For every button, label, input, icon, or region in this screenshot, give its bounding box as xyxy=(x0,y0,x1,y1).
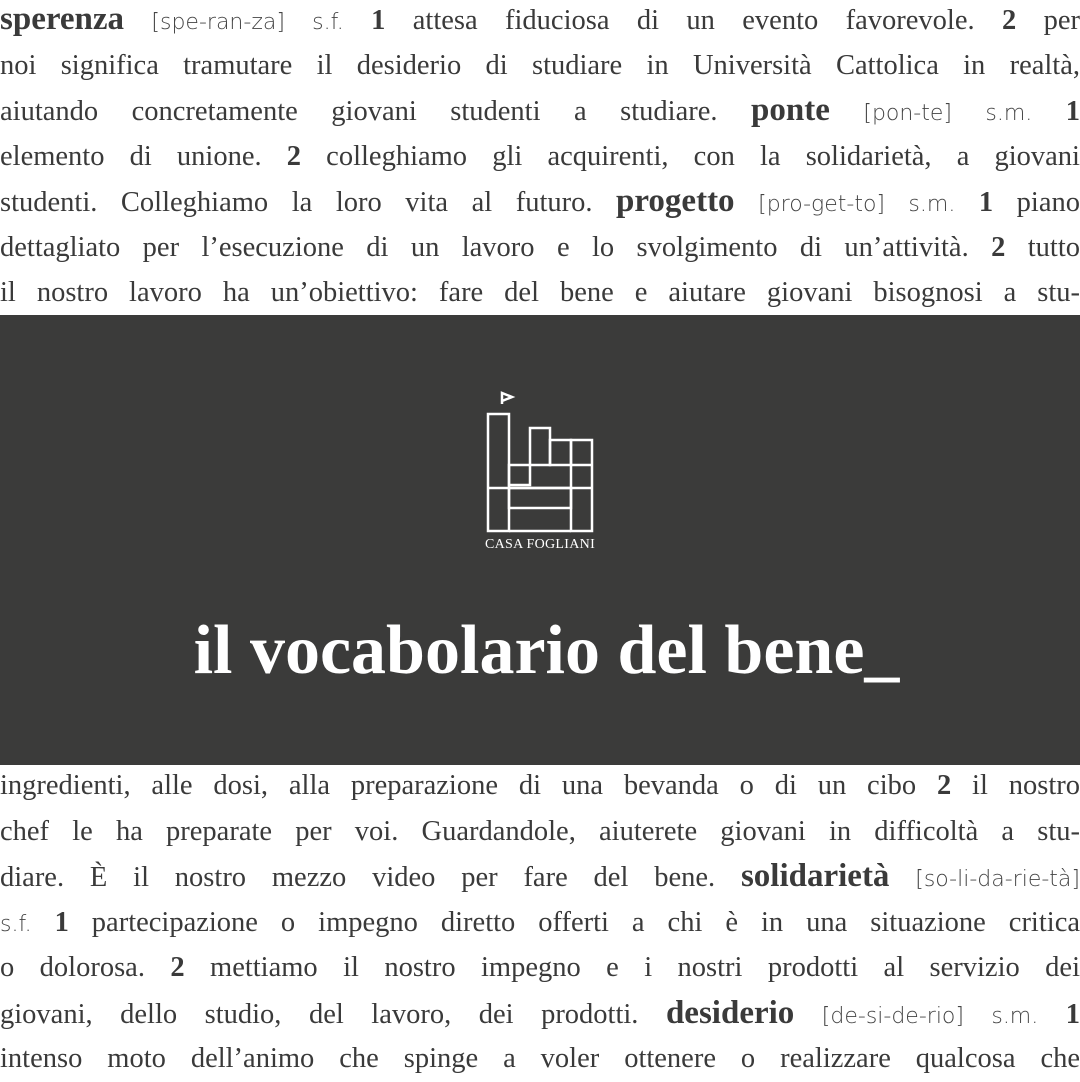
entry-term: ponte xyxy=(751,92,830,128)
text-line xyxy=(0,1036,1080,1082)
body-text: elemento di unione. xyxy=(0,140,287,172)
body-text: intenso moto dell’animo che spinge a voler ottenere o realizzare qualcosa che xyxy=(0,1043,1080,1074)
body-text: partecipazione o impegno diretto offerti a chi è in una situazione critica xyxy=(68,906,1080,938)
body-text xyxy=(124,5,151,36)
sense-number: 2 xyxy=(991,231,1006,263)
body-text xyxy=(794,999,822,1030)
body-text: attesa fiduciosa di un evento favorevole. xyxy=(385,5,1002,36)
dictionary-text-bottom xyxy=(0,763,1080,1082)
sense-number: 2 xyxy=(170,952,185,983)
body-text: mettiamo il nostro impegno e i nostri prodotti al servizio dei xyxy=(184,952,1080,983)
phonetic-info: [de-si-de-rio] s.m. xyxy=(821,1003,1039,1029)
body-text: colleghiamo gli acquirenti, con la solidarietà, a giovani xyxy=(301,140,1080,172)
text-line xyxy=(0,991,1080,1037)
body-text: tutto xyxy=(1005,231,1080,263)
body-text xyxy=(32,907,55,938)
sense-number: 1 xyxy=(978,187,994,218)
body-text: piano xyxy=(993,187,1080,218)
sense-number: 1 xyxy=(371,5,386,36)
body-text: dettagliato per l’esecuzione di un lavoro e lo svolgimento di un’attività. xyxy=(0,231,992,263)
text-line xyxy=(0,763,1080,809)
text-line xyxy=(0,0,1080,43)
dictionary-text-top xyxy=(0,0,1080,316)
entry-term: desiderio xyxy=(665,994,795,1031)
text-line xyxy=(0,88,1080,134)
body-text: o dolorosa. xyxy=(0,952,171,983)
sense-number: 2 xyxy=(1001,5,1017,36)
text-line xyxy=(0,134,1080,180)
headline: il vocabolario del bene_ xyxy=(193,612,900,689)
text-line xyxy=(0,225,1080,271)
sense-number: 2 xyxy=(286,140,302,172)
entry-term: progetto xyxy=(616,183,735,219)
body-text xyxy=(344,5,371,36)
body-text xyxy=(889,862,915,893)
sense-number: 1 xyxy=(54,906,69,938)
text-line xyxy=(0,43,1080,89)
body-text: diare. È il nostro mezzo video per fare del bene. xyxy=(0,862,741,893)
body-text xyxy=(1038,999,1066,1030)
castle-logo-icon xyxy=(468,390,612,540)
sense-number: 1 xyxy=(1065,96,1080,127)
body-text: il nostro lavoro ha un’obiettivo: fare del bene e aiutare giovani bisognosi a stu- xyxy=(0,277,1080,308)
sense-number: 1 xyxy=(1065,998,1080,1030)
body-text: chef le ha preparate per voi. Guardandole, aiuterete giovani in difficoltà a stu- xyxy=(0,815,1080,847)
text-line xyxy=(0,809,1080,855)
phonetic-info: s.f. xyxy=(0,911,32,937)
phonetic-info: [pon-te] s.m. xyxy=(863,101,1033,126)
text-line xyxy=(0,900,1080,946)
brand-name: CASA FOGLIANI xyxy=(484,537,596,552)
phonetic-info: [spe-ran-za] s.f. xyxy=(151,10,344,35)
body-text: il nostro xyxy=(951,770,1080,801)
text-line xyxy=(0,945,1080,991)
sense-number: 2 xyxy=(936,770,952,801)
phonetic-info: [so-li-da-rie-tà] xyxy=(915,867,1080,892)
body-text xyxy=(1032,96,1066,127)
body-text: giovani, dello studio, del lavoro, dei prodotti. xyxy=(0,998,666,1030)
body-text xyxy=(830,96,864,127)
body-text xyxy=(735,187,759,218)
phonetic-info: [pro-get-to] s.m. xyxy=(758,192,956,217)
body-text: noi significa tramutare il desiderio di studiare in Università Cattolica in realtà, xyxy=(0,49,1080,81)
body-text: studenti. Colleghiamo la loro vita al futuro. xyxy=(0,187,617,218)
text-line xyxy=(0,179,1080,225)
body-text: ingredienti, alle dosi, alla preparazione di una bevanda o di un cibo xyxy=(0,770,937,801)
entry-term: sperenza xyxy=(0,1,125,37)
body-text: aiutando concretamente giovani studenti a studiare. xyxy=(0,96,752,127)
text-line xyxy=(0,854,1080,900)
text-line xyxy=(0,270,1080,316)
body-text: per xyxy=(1016,5,1080,36)
body-text xyxy=(955,187,979,218)
entry-term: solidarietà xyxy=(740,858,890,894)
